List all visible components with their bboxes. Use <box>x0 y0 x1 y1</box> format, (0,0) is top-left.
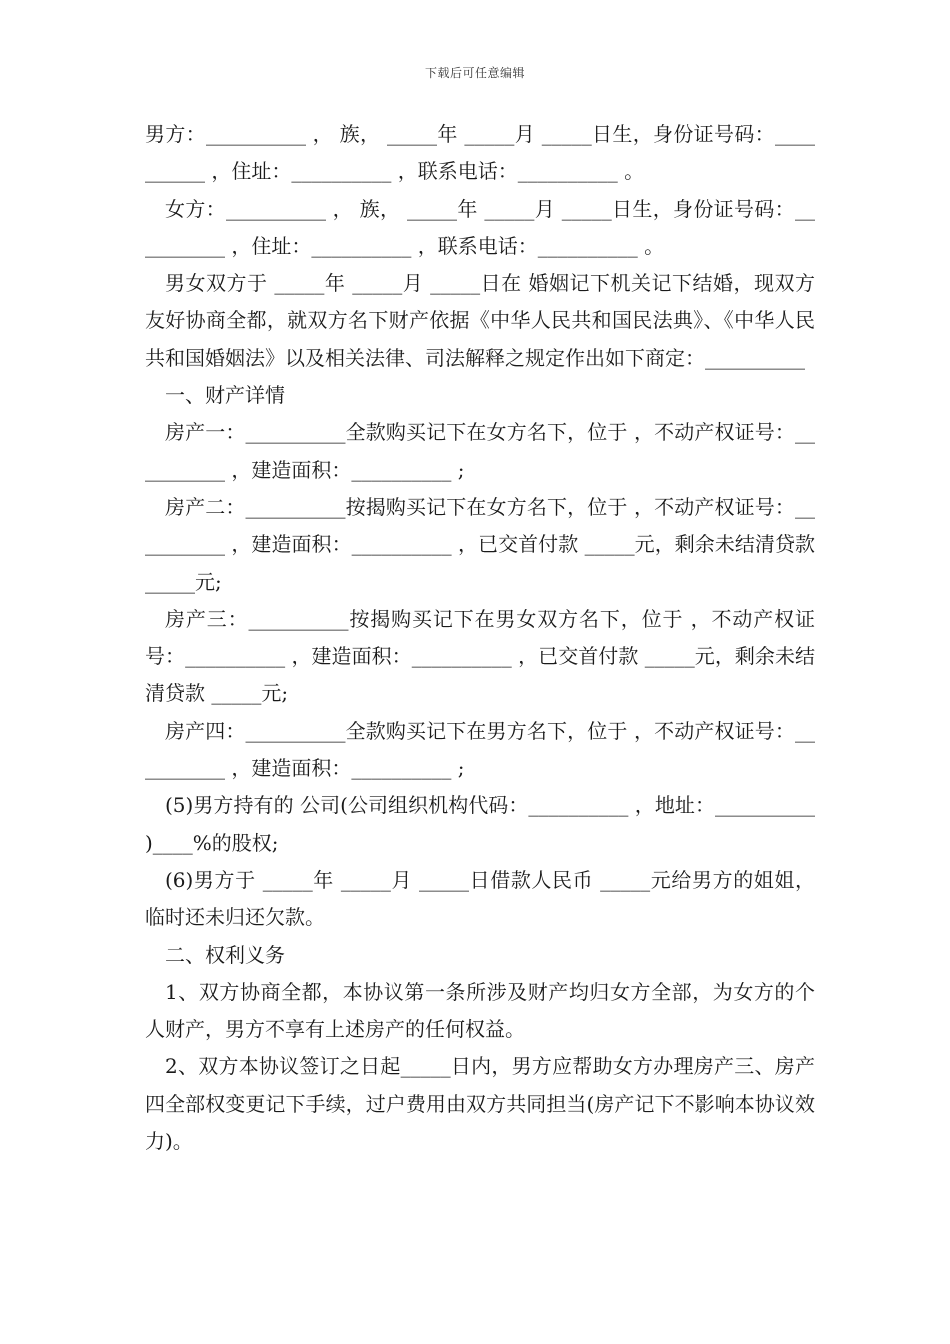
paragraph-clause-2: 2、双方本协议签订之日起_____日内，男方应帮助女方办理房产三、房产四全部权变更记下手续，过户费用由双方共同担当(房产记下不影响本协议效力)。 <box>145 1054 815 1154</box>
page-header: 下载后可任意编辑 <box>424 66 525 80</box>
section-title-property-details: 一、财产详情 <box>165 383 285 408</box>
paragraph-item-5-equity: (5)男方持有的 公司(公司组织机构代码：__________ ，地址：__________ )____%的股权; <box>145 793 815 855</box>
paragraph-female-info: 女方：__________ ， 族， _____年 _____月 _____日生，身份证号码：__________ ，住址：__________ ，联系电话：__________ 。 <box>145 196 815 258</box>
paragraph-property-4: 房产四：__________全款购买记下在男方名下，位于 ，不动产权证号：__________ ，建造面积：__________ ; <box>145 718 815 781</box>
paragraph-item-6-loan: (6)男方于 _____年 _____月 _____日借款人民币 _____元给男方的姐姐， 临时还未归还欠款。 <box>145 867 815 930</box>
paragraph-marriage-statement: 男女双方于 _____年 _____月 _____日在 婚姻记下机关记下结婚，现双方友好协商全都，就双方名下财产依据《中华人民共和国民法典》、《中华人民共和国婚姻法》以及相关法律、司法解释之规定作出如下商定：__________ <box>145 271 815 370</box>
section-title-rights-obligations: 二、权利义务 <box>165 942 285 967</box>
document-body <box>145 116 815 1160</box>
paragraph-clause-1: 1、双方协商全都，本协议第一条所涉及财产均归女方全部，为女方的个人财产，男方不享有上述房产的任何权益。 <box>145 979 815 1042</box>
paragraph-property-3: 房产三：__________按揭购买记下在男女双方名下，位于 ，不动产权证号：__________ ，建造面积：__________ ，已交首付款 _____元，剩余未结清贷款 _____元; <box>145 606 815 706</box>
paragraph-male-info: 男方：__________ ， 族， _____年 _____月 _____日生，身份证号码：__________ ，住址：__________ ，联系电话：__________ 。 <box>145 122 815 184</box>
paragraph-property-2: 房产二：__________按揭购买记下在女方名下，位于 ，不动产权证号：__________ ，建造面积：__________ ，已交首付款 _____元，剩余未结清贷款 _____元; <box>145 494 815 594</box>
paragraph-property-1: 房产一：__________全款购买记下在女方名下，位于 ，不动产权证号：__________ ，建造面积：__________ ; <box>145 420 815 482</box>
